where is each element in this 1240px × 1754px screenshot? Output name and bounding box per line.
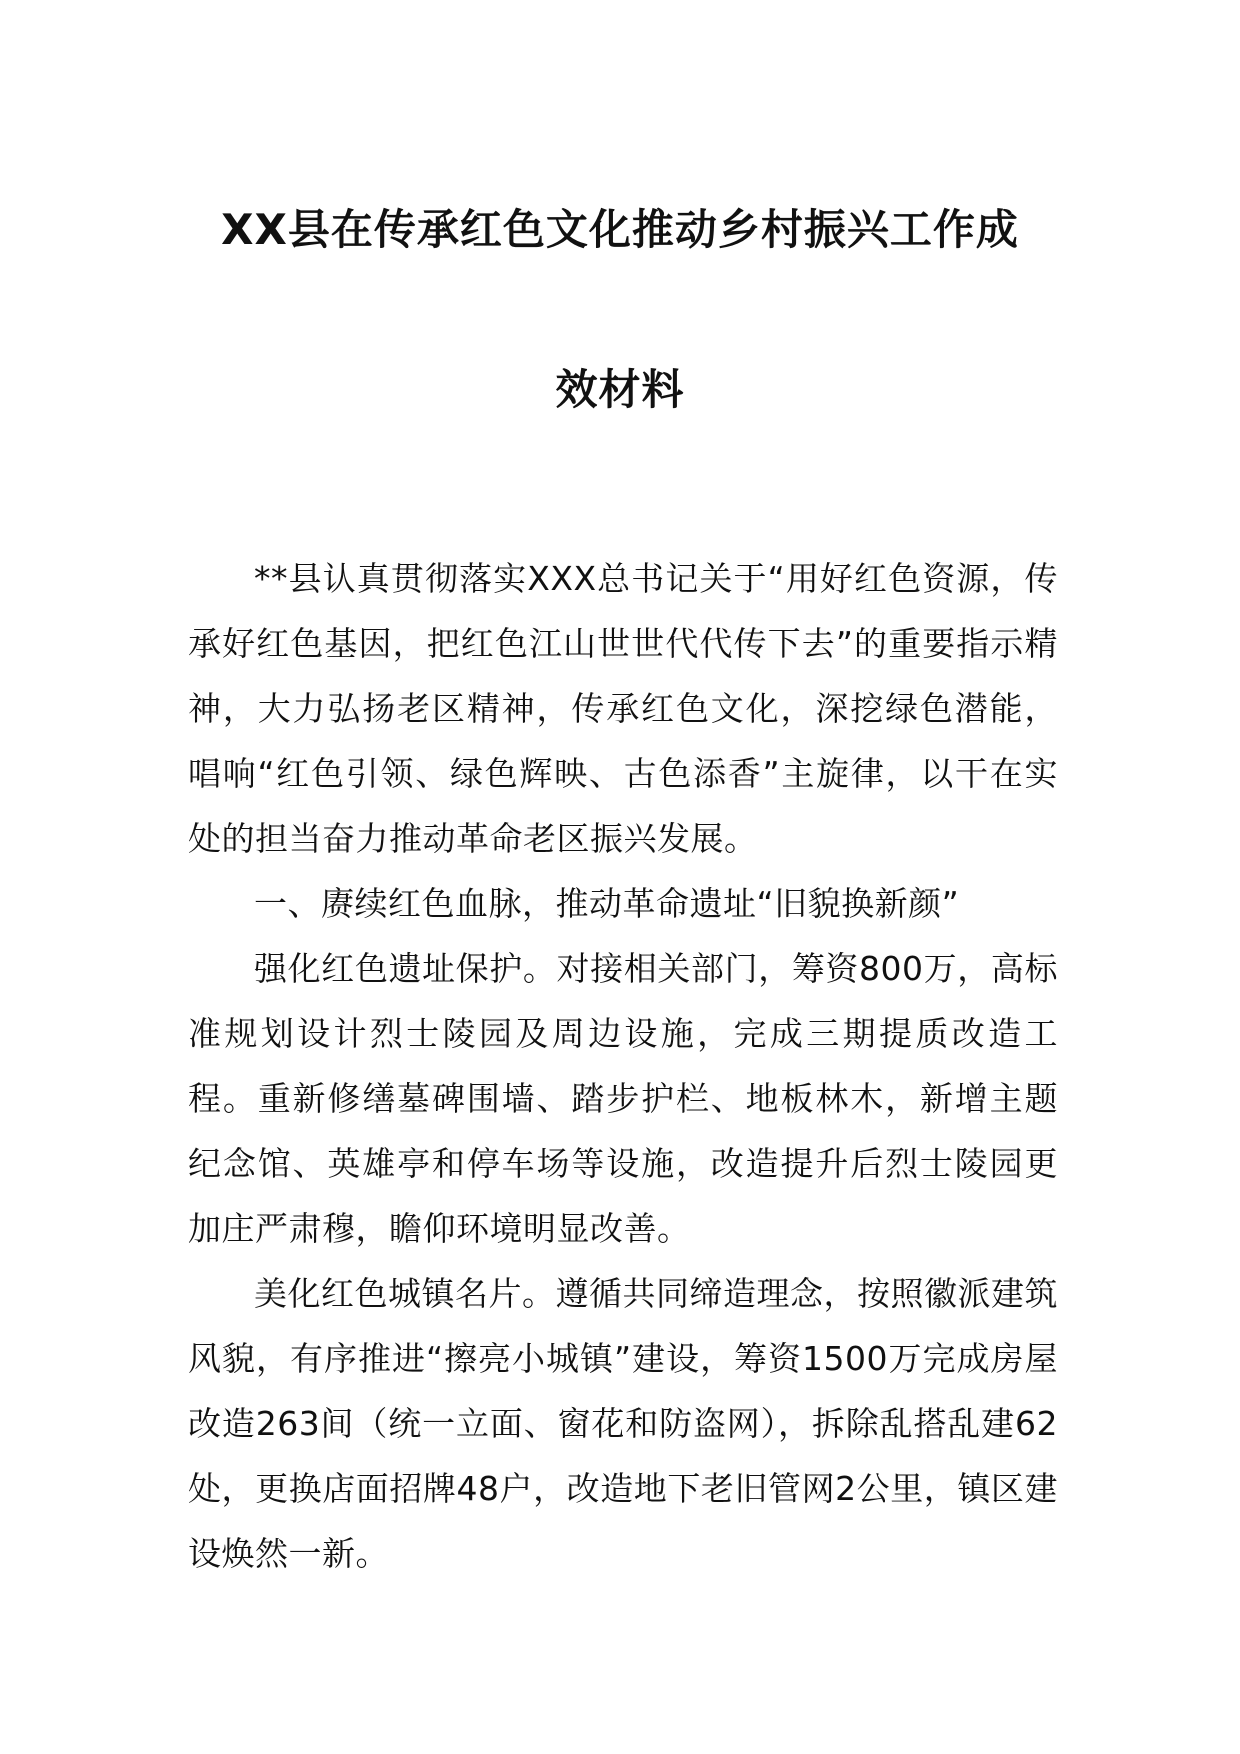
- body-paragraph: 美化红色城镇名片。遵循共同缔造理念，按照徽派建筑风貌，有序推进“擦亮小城镇”建设，筹资1500万完成房屋改造263间（统一立面、窗花和防盗网），拆除乱搭乱建62处，更换店面招牌48户，改造地下老旧管网2公里，镇区建设焕然一新。: [188, 1274, 1058, 1573]
- document-body: [188, 546, 1058, 1586]
- body-paragraph: 强化红色遗址保护。对接相关部门，筹资800万，高标准规划设计烈士陵园及周边设施，完成三期提质改造工程。重新修缮墓碑围墙、踏步护栏、地板林木，新增主题纪念馆、英雄亭和停车场等设施，改造提升后烈士陵园更加庄严肃穆，瞻仰环境明显改善。: [188, 949, 1058, 1248]
- intro-paragraph: **县认真贯彻落实XXX总书记关于“用好红色资源，传承好红色基因，把红色江山世世代代传下去”的重要指示精神，大力弘扬老区精神，传承红色文化，深挖绿色潜能，唱响“红色引领、绿色辉映、古色添香”主旋律，以干在实处的担当奋力推动革命老区振兴发展。: [188, 559, 1058, 858]
- document-title-line-2: 效材料: [555, 365, 685, 414]
- section-heading-1: 一、赓续红色血脉，推动革命遗址“旧貌换新颜”: [254, 884, 960, 923]
- document-title-line-1: XX县在传承红色文化推动乡村振兴工作成: [221, 205, 1019, 254]
